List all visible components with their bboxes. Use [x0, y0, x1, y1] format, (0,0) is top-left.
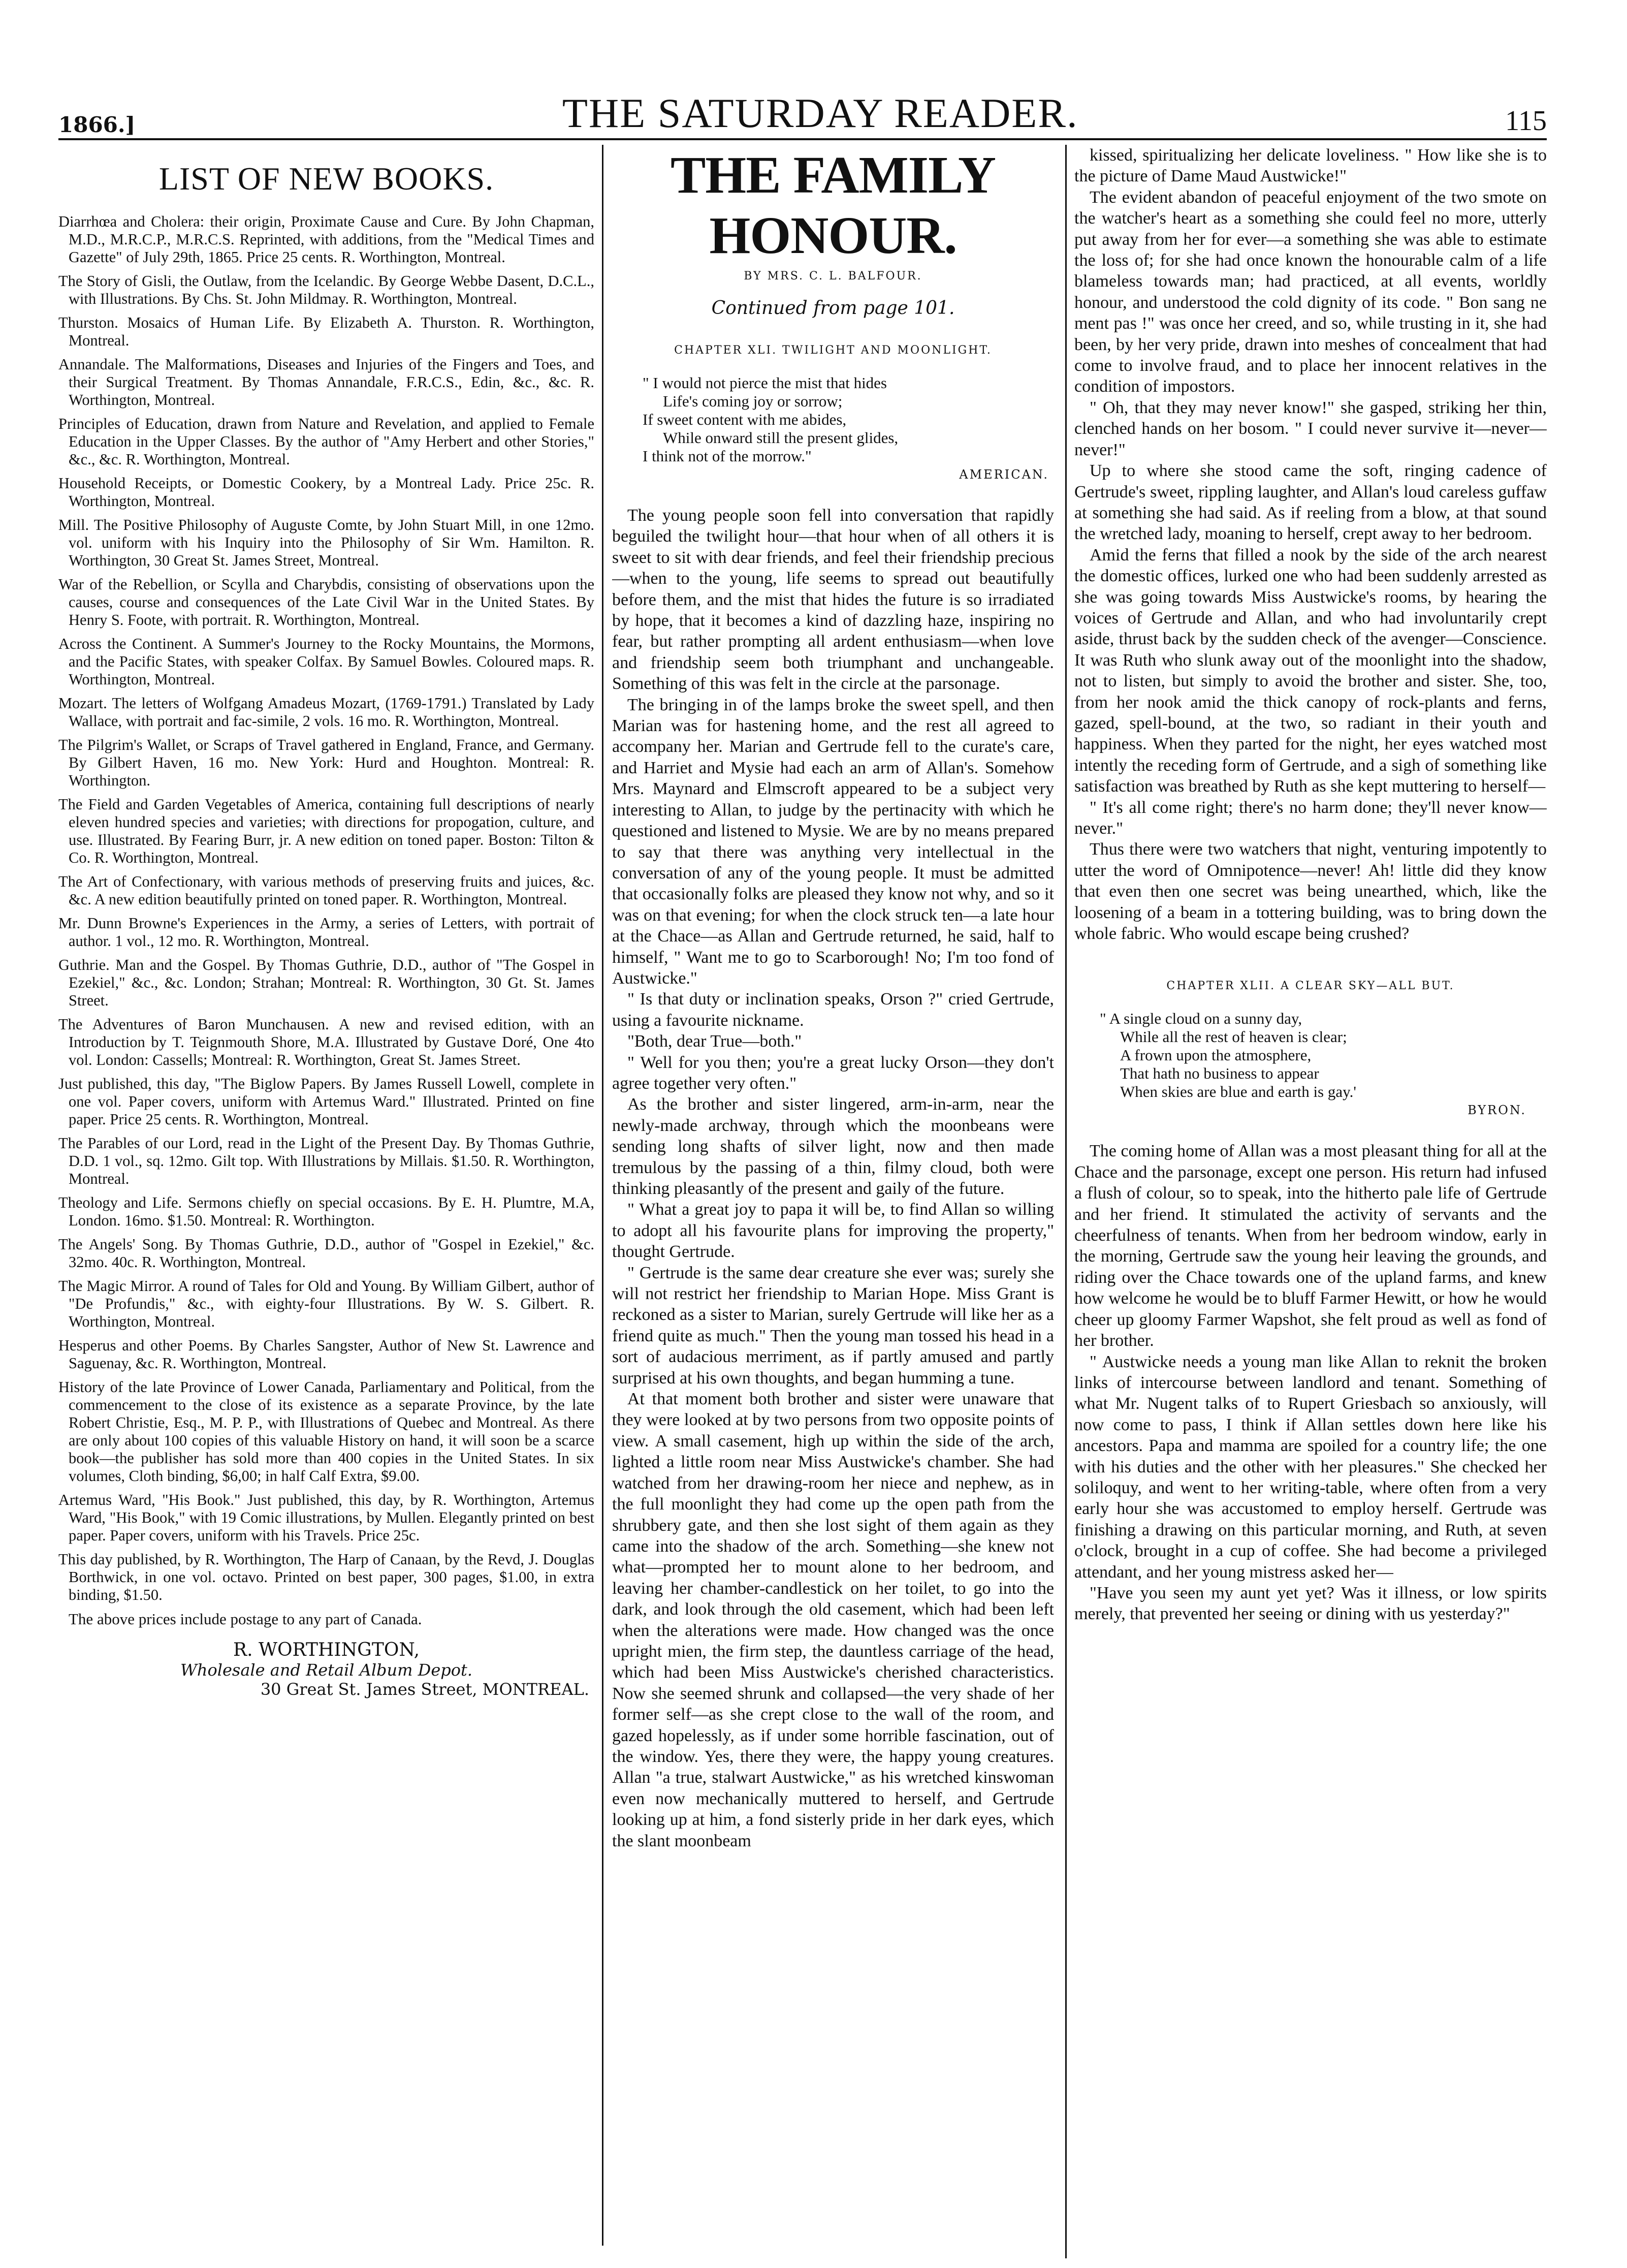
story-title: THE FAMILY HONOUR.: [670, 146, 996, 265]
book-listing: Thurston. Mosaics of Human Life. By Elizabeth A. Thurston. R. Worthington, Montreal.: [58, 314, 594, 349]
book-listing: Diarrhœa and Cholera: their origin, Proximate Cause and Cure. By John Chapman, M.D., M.R.C.P., M.R.C.S. Reprinted, with additions, from the "Medical Times and Gazette" of July 29th, 1865. Price 25 cents. R. Worthington, Montreal.: [58, 213, 594, 266]
masthead-title: THE SATURDAY READER.: [562, 90, 1078, 136]
story-paragraph: At that moment both brother and sister were unaware that they were looked at by two persons from two opposite points of view. A small casement, high up within the side of the arch, lighted a little room near Miss Austwicke's chamber. She had watched from her drawing-room her niece and nephew, as in the full moonlight they had come up the open path from the shrubbery gate, and then she lost sight of them again as they came into the shadow of the arch. Something—she knew not what—prompted her to mount alone to her bedroom, and leaving her chamber-candlestick on her toilet, to go into the dark, and look through the old casement, which had been left when the alterations were made. How changed was the once upright mien, the firm step, the dauntless carriage of the head, which had been Miss Austwicke's cherished characteristics. Now she seemed shrunk and collapsed—the very shade of her former self—as she crept close to the wall of the room, and gazed hopelessly, as if under some horrible fascination, out of the window. Yes, there they were, the happy young creatures. Allan "a true, stalwart Austwicke," as his wretched kinswoman even now mechanically muttered to herself, and Gertrude looking up at him, a fond sisterly pride in her dark eyes, which the slant moonbeam: [612, 1390, 1054, 1850]
issue-year: 1866.]: [58, 112, 136, 137]
page-number: 115: [1505, 105, 1547, 137]
story-paragraph: The young people soon fell into conversation that rapidly beguiled the twilight hour—that hour when of all others it is sweet to sit with dear friends, and feel their friendship precious—when to the young, life seems to spread out beautifully before them, and the mist that hides the future is so irradiated by hope, that it becomes a kind of dazzling haze, inspiring no fear, but rather prompting all ardent enthusiasm—when love and friendship seem both triumphant and unchangeable. Something of this was felt in the circle at the parsonage.: [612, 506, 1054, 694]
book-listing: Annandale. The Malformations, Diseases and Injuries of the Fingers and Toes, and their Surgical Treatment. By Thomas Annandale, F.R.C.S., Edin, &c., &c. R. Worthington, Montreal.: [58, 356, 594, 408]
book-listing: Household Receipts, or Domestic Cookery, by a Montreal Lady. Price 25c. R. Worthington, Montreal.: [58, 475, 594, 510]
poem-line: If sweet content with me abides,: [643, 411, 847, 428]
book-listing: War of the Rebellion, or Scylla and Charybdis, consisting of observations upon the causes, course and consequences of the Late Civil War in the United States. By Henry S. Foote, with portrait. R. Worthington, Montreal.: [58, 576, 594, 628]
story-paragraph: "Both, dear True—both.": [627, 1032, 802, 1051]
poem-line: That hath no business to appear: [1120, 1064, 1319, 1083]
books-section-title: LIST OF NEW BOOKS.: [158, 161, 494, 197]
story-paragraph: " Oh, that they may never know!" she gasped, striking her thin, clenched hands on her bosom. " I could never survive it—never—never!": [1074, 398, 1547, 459]
book-listing: Principles of Education, drawn from Nature and Revelation, and applied to Female Education in the Upper Classes. By the author of "Amy Herbert and other Stories," &c., &c. R. Worthington, Montreal.: [58, 415, 594, 468]
page-header: [58, 81, 1547, 137]
book-listing: Artemus Ward, "His Book." Just published, this day, by R. Worthington, Artemus Ward, "His Book," with 19 Comic illustrations, by Mullen. Elegantly printed on best paper. Paper covers, uniform with his Travels. Price 25c.: [58, 1491, 594, 1544]
poem-line: When skies are blue and earth is gay.': [1120, 1083, 1356, 1101]
publisher-name: R. WORTHINGTON,: [233, 1640, 420, 1660]
poem-line: A frown upon the atmosphere,: [1120, 1046, 1312, 1064]
book-listing: The Parables of our Lord, read in the Light of the Present Day. By Thomas Guthrie, D.D. 1 vol., sq. 12mo. Gilt top. With Illustrations by Millais. $1.50. R. Worthington, Montreal.: [58, 1135, 594, 1187]
story-paragraph: The bringing in of the lamps broke the sweet spell, and then Marian was for hastening home, and the rest all agreed to accompany her. Marian and Gertrude fell to the curate's care, and Harriet and Mysie had each an arm of Allan's. Somehow Mrs. Maynard and Elmscroft appeared to be a subject very interesting to Allan, to judge by the pertinacity with which he questioned and listened to Mysie. We are by no means prepared to say that there was anything very intellectual in the conversation of any of the young people. It must be admitted that occasionally folks are pleased they know not why, and so it was on that evening; for when the clock struck ten—a late hour at the Chace—as Allan and Gertrude returned, he said, half to himself, " Want me to go to Scarborough! No; I'm too fond of Austwicke.": [612, 695, 1054, 988]
book-listing: The Pilgrim's Wallet, or Scraps of Travel gathered in England, France, and Germany. By Gilbert Haven, 16 mo. New York: Hurd and Houghton. Montreal: R. Worthington.: [58, 736, 594, 789]
poem-line: While onward still the present glides,: [663, 429, 899, 447]
poem-line: " A single cloud on a sunny day,: [1100, 1010, 1302, 1028]
book-listing: The Story of Gisli, the Outlaw, from the Icelandic. By George Webbe Dasent, D.C.L., with Illustrations. By Chs. St. John Mildmay. R. Worthington, Montreal.: [58, 272, 594, 307]
story-column-2: [1074, 145, 1547, 2258]
story-paragraph: " It's all come right; there's no harm done; they'll never know—never.": [1074, 798, 1547, 838]
poem-line: I think not of the morrow.": [643, 447, 812, 465]
book-listing: The Art of Confectionary, with various methods of preserving fruits and juices, &c. &c. A new edition beautifully printed on toned paper. R. Worthington, Montreal.: [58, 873, 594, 908]
chapter-42-attribution: BYRON.: [1468, 1103, 1526, 1118]
story-paragraph: " Gertrude is the same dear creature she ever was; surely she will not restrict her friendship to Marian Hope. Miss Grant is reckoned as a sister to Marian, surely Gertrude will like her as a friend quite as much." Then the young man tossed his head in a sort of audacious merriment, as if partly amused and partly surprised at his own thoughts, and began humming a tune.: [612, 1263, 1054, 1388]
story-paragraph: "Have you seen my aunt yet yet? Was it illness, or low spirits merely, that prevented her seeing or dining with us yesterday?": [1074, 1583, 1547, 1624]
books-column: [58, 145, 594, 2238]
story-byline: BY MRS. C. L. BALFOUR.: [744, 270, 922, 282]
chapter-42-heading: CHAPTER XLII. A CLEAR SKY—ALL BUT.: [1166, 980, 1455, 993]
book-listing: Just published, this day, "The Biglow Papers. By James Russell Lowell, complete in one vol. Paper covers, uniform with Artemus Ward." Illustrated. Printed on fine paper. Price 25 cents. R. Worthington, Montreal.: [58, 1075, 594, 1128]
story-paragraph: Thus there were two watchers that night, venturing impotently to utter the word of Omnipotence—never! Ah! little did they know that even then one secret was being unearthed, which, like the loosening of a beam in a tottering building, was to bring down the whole fabric. Who would escape being crushed?: [1074, 840, 1547, 943]
book-listing: Mill. The Positive Philosophy of Auguste Comte, by John Stuart Mill, in one 12mo. vol. uniform with his Inquiry into the Philosophy of Sir Wm. Hamilton. R. Worthington, 30 Great St. James Street, Montreal.: [58, 516, 594, 569]
books-list: [58, 213, 594, 1604]
header-rule: [58, 138, 1547, 140]
story-paragraph: kissed, spiritualizing her delicate loveliness. " How like she is to the picture of Dame Maud Austwicke!": [1074, 146, 1547, 186]
book-listing: Hesperus and other Poems. By Charles Sangster, Author of New St. Lawrence and Saguenay, &c. R. Worthington, Montreal.: [58, 1337, 594, 1372]
poem-line: Life's coming joy or sorrow;: [663, 392, 843, 410]
book-listing: History of the late Province of Lower Canada, Parliamentary and Political, from the commencement to the close of its existence as a separate Province, by the late Robert Christie, Esq., M. P. P., with Illustrations of Quebec and Montreal. As there are only about 100 copies of this valuable History on hand, it will soon be a scarce book—the publisher has sold more than 400 copies in the United States. In six volumes, Cloth binding, $6,00; in half Calf Extra, $9.00.: [58, 1378, 594, 1485]
chapter-42-epigraph: [1100, 1010, 1547, 1101]
story-paragraph: " Austwicke needs a young man like Allan to reknit the broken links of intercourse between landlord and tenant. Something of what Mr. Nugent talks of to Rupert Griesbach so anxiously, will now come to pass, I think if Allan settles down here like his ancestors. Papa and mamma are spoiled for a country life; the one with his duties and the other with her pleasures." She checked her soliloquy, and went to her writing-table, where often from a very early hour she was accustomed to employ herself. Gertrude was finishing a drawing on this particular morning, and Ruth, at seven o'clock, brought in a cup of coffee. She had become a privileged attendant, and her young mistress asked her—: [1074, 1352, 1547, 1582]
poem-line: " I would not pierce the mist that hides: [643, 374, 887, 392]
book-listing: This day published, by R. Worthington, The Harp of Canaan, by the Revd, J. Douglas Borthwick, in one vol. octavo. Printed on best paper, 300 pages, $1.00, in extra binding, $1.50.: [58, 1551, 594, 1603]
book-listing: Guthrie. Man and the Gospel. By Thomas Guthrie, D.D., author of "The Gospel in Ezekiel," &c., &c. London; Strahan; Montreal: R. Worthington, 30 Gt. St. James Street.: [58, 956, 594, 1009]
book-listing: Theology and Life. Sermons chiefly on special occasions. By E. H. Plumtre, M.A, London. 16mo. $1.50. Montreal: R. Worthington.: [58, 1194, 594, 1229]
book-listing: The Magic Mirror. A round of Tales for Old and Young. By William Gilbert, author of "De Profundis," &c., with eighty-four Illustrations. By W. S. Gilbert. R. Worthington, Montreal.: [58, 1277, 594, 1330]
story-body-part-2: [1074, 145, 1547, 944]
story-paragraph: " Is that duty or inclination speaks, Orson ?" cried Gertrude, using a favourite nickname.: [612, 990, 1054, 1030]
story-column-1: [612, 145, 1054, 2258]
book-listing: The Adventures of Baron Munchausen. A new and revised edition, with an Introduction by T. Teignmouth Shore, M.A. Illustrated by Gustave Doré, One 4to vol. London: Cassells; Montreal: R. Worthington, Great St. James Street.: [58, 1016, 594, 1068]
continued-note: Continued from page 101.: [711, 298, 955, 319]
book-listing: The Field and Garden Vegetables of America, containing full descriptions of nearly eleven hundred species and varieties; with directions for propogation, culture, and use. Illustrated. By Fearing Burr, jr. A new edition on toned paper. Boston: Tilton & Co. R. Worthington, Montreal.: [58, 796, 594, 866]
chapter-41-epigraph: [643, 374, 1054, 465]
chapter-41-attribution: AMERICAN.: [959, 467, 1049, 482]
column-divider-2: [1065, 145, 1067, 2258]
story-paragraph: " What a great joy to papa it will be, to find Allan so willing to adopt all his favourite plans for improving the property," thought Gertrude.: [612, 1200, 1054, 1262]
story-paragraph: The coming home of Allan was a most pleasant thing for all at the Chace and the parsonage, except one person. His return had infused a flush of colour, so to speak, into the hitherto pale life of Gertrude and her friend. It stimulated the activity of servants and the cheerfulness of tenants. When from her bedroom window, early in the morning, Gertrude saw the young heir leaving the grounds, and riding over the Chace towards one of the upland farms, and knew how welcome he would be to bluff Farmer Hewitt, or how he would cheer up gloomy Farmer Wapshot, she felt proud as well as fond of her brother.: [1074, 1142, 1547, 1350]
book-listing: Across the Continent. A Summer's Journey to the Rocky Mountains, the Mormons, and the Pacific States, with speaker Colfax. By Samuel Bowles. Coloured maps. R. Worthington, Montreal.: [58, 635, 594, 688]
story-body-part-1: [612, 505, 1054, 1851]
story-paragraph: Up to where she stood came the soft, ringing cadence of Gertrude's sweet, rippling laughter, and Allan's loud careless guffaw at something she had said. As if reeling from a blow, at that sound the wretched lady, moaning to herself, crept away to her bedroom.: [1074, 461, 1547, 544]
story-paragraph: The evident abandon of peaceful enjoyment of the two smote on the watcher's heart as a something she could feel no more, utterly put away from her for ever—a something she was able to estimate the loss of; for she had once known the honourable calm of a life blameless towards man; had practiced, at all events, worldly honour, and understood the cold dignity of its code. " Bon sang ne ment pas !" was once her creed, and so, while trusting in it, she had been, by her very pride, drawn into meshes of concealment that had come to involve fraud, and to place her innocent relatives in the condition of impostors.: [1074, 187, 1547, 396]
column-divider-1: [602, 145, 603, 2246]
publisher-role: Wholesale and Retail Album Depot.: [180, 1660, 473, 1680]
chapter-41-heading: CHAPTER XLI. TWILIGHT AND MOONLIGHT.: [674, 344, 992, 357]
story-paragraph: Amid the ferns that filled a nook by the side of the arch nearest the domestic offices, lurked one who had been suddenly arrested as she was going towards Miss Austwicke's rooms, by hearing the voices of Gertrude and Allan, and who had involuntarily crept aside, thrust back by the sudden check of the avenger—Conscience. It was Ruth who slunk away out of the moonlight into the shadow, not to listen, but simply to avoid the brother and sister. She, too, from her nook amid the thick canopy of rock-plants and ferns, gazed, spell-bound, at the two, so radiant in their youth and happiness. When they parted for the night, her eyes watched most intently the receding form of Gertrude, and a sigh of something like satisfaction was breathed by Ruth as she kept muttering to herself—: [1074, 545, 1547, 796]
book-listing: The Angels' Song. By Thomas Guthrie, D.D., author of "Gospel in Ezekiel," &c. 32mo. 40c. R. Worthington, Montreal.: [58, 1236, 594, 1271]
books-closing-note: The above prices include postage to any part of Canada.: [69, 1610, 422, 1628]
book-listing: Mr. Dunn Browne's Experiences in the Army, a series of Letters, with portrait of author. 1 vol., 12 mo. R. Worthington, Montreal.: [58, 915, 594, 950]
story-paragraph: " Well for you then; you're a great lucky Orson—they don't agree together very often.": [612, 1053, 1054, 1093]
book-listing: Mozart. The letters of Wolfgang Amadeus Mozart, (1769-1791.) Translated by Lady Wallace, with portrait and fac-simile, 2 vols. 16 mo. R. Worthington, Montreal.: [58, 695, 594, 730]
publisher-address: 30 Great St. James Street, MONTREAL.: [260, 1680, 589, 1699]
story-paragraph: As the brother and sister lingered, arm-in-arm, near the newly-made archway, through which the moonbeans were sending long shafts of silver light, now and then made tremulous by the passing of a thin, filmy cloud, both were thinking pleasantly of the present and gaily of the future.: [612, 1095, 1054, 1198]
poem-line: While all the rest of heaven is clear;: [1120, 1028, 1347, 1046]
story-body-part-3: [1074, 1141, 1547, 1624]
